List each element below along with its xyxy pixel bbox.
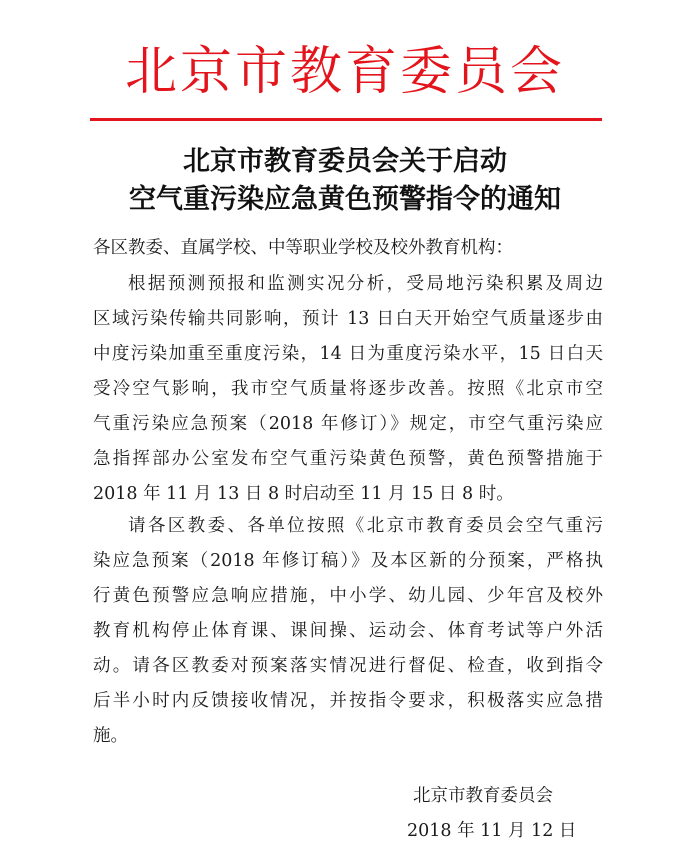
paragraph-1-line: 根据预测预报和监测实况分析，受局地污染积累及周边 [128, 274, 603, 294]
signature-organization: 北京市教育委员会 [413, 786, 553, 806]
paragraph-2-line: 施。 [93, 726, 128, 746]
letterhead: 北京市教育委员会 [124, 42, 565, 102]
salutation: 各区教委、直属学校、中等职业学校及校外教育机构： [93, 238, 513, 258]
paragraph-1-line: 2018 年 11 月 13 日 8 时启动至 11 月 15 日 8 时。 [93, 484, 514, 504]
paragraph-2-line: 教育机构停止体育课、课间操、运动会、体育考试等户外活 [93, 621, 603, 641]
paragraph-1-line: 区域污染传输共同影响，预计 13 日白天开始空气质量逐步由 [93, 309, 603, 329]
paragraph-1-line: 急指挥部办公室发布空气重污染黄色预警，黄色预警措施于 [93, 449, 603, 469]
document-title-line-1: 北京市教育委员会关于启动 [183, 146, 507, 177]
paragraph-2-line: 动。请各区教委对预案落实情况进行督促、检查，收到指令 [93, 656, 603, 676]
signature-date: 2018 年 11 月 12 日 [407, 821, 577, 841]
paragraph-2-line: 染应急预案（2018 年修订稿）》及本区新的分预案，严格执 [93, 551, 603, 571]
document-title-line-2: 空气重污染应急黄色预警指令的通知 [129, 184, 561, 215]
paragraph-2-line: 后半小时内反馈接收情况，并按指令要求，积极落实应急措 [93, 691, 603, 711]
paragraph-2-line: 行黄色预警应急响应措施，中小学、幼儿园、少年宫及校外 [93, 586, 603, 606]
paragraph-2-line: 请各区教委、各单位按照《北京市教育委员会空气重污 [128, 516, 603, 536]
letterhead-divider [90, 118, 602, 121]
paragraph-1-line: 中度污染加重至重度污染，14 日为重度污染水平，15 日白天 [93, 344, 603, 364]
paragraph-1-line: 气重污染应急预案（2018 年修订）》规定，市空气重污染应 [93, 414, 603, 434]
paragraph-1-line: 受冷空气影响，我市空气质量将逐步改善。按照《北京市空 [93, 379, 603, 399]
